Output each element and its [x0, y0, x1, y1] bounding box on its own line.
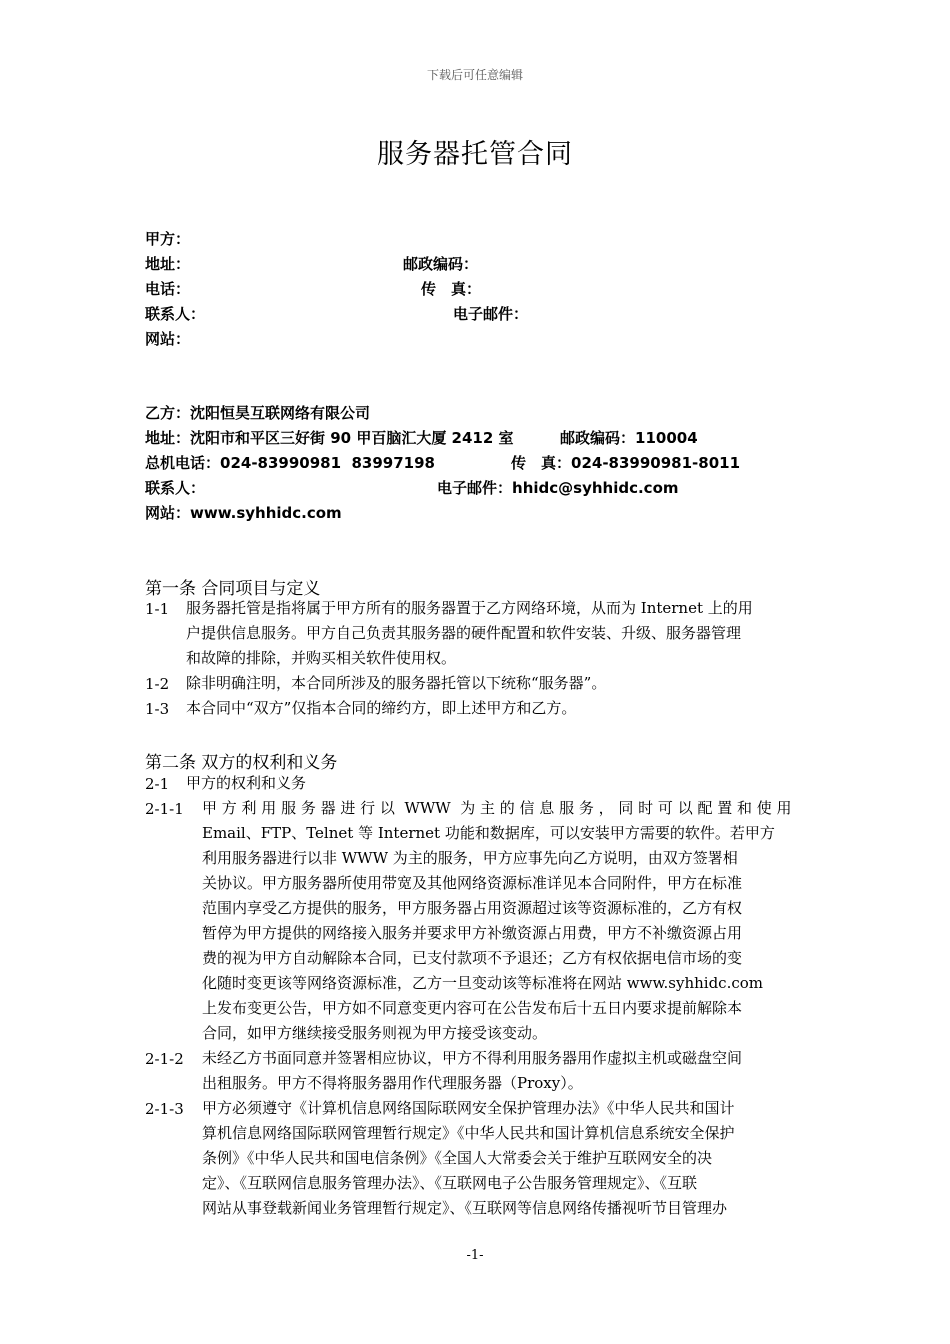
- party-a-label: 甲方：: [145, 230, 191, 248]
- page-number: -1-: [466, 1248, 484, 1263]
- party-b-website: www.syhhidc.com: [190, 504, 342, 522]
- clause-text: 除非明确注明，本合同所涉及的服务器托管以下统称“服务器”。: [186, 674, 607, 692]
- party-b-label: 乙方：: [145, 404, 191, 422]
- article-1-heading: 第一条 合同项目与定义: [145, 579, 321, 599]
- party-a-fax-label: 传 真：: [421, 280, 482, 298]
- party-a-address-label: 地址：: [145, 255, 191, 273]
- party-b-row-postcode: [560, 427, 698, 448]
- party-b-row-email: [437, 477, 679, 498]
- header-note: 下载后可任意编辑: [426, 68, 523, 82]
- article-2-heading: 第二条 双方的权利和义务: [145, 753, 338, 773]
- clause-number: 2-1-1: [145, 800, 184, 818]
- clause-number: 2-1-3: [145, 1100, 184, 1118]
- clause-text: 服务器托管是指将属于甲方所有的服务器置于乙方网络环境，从而为 Internet 上的用 户提供信息服务。甲方自己负责其服务器的硬件配置和软件安装、升级、服务器管理 和故障的排除，并购买相关软件使用权。: [186, 599, 753, 667]
- party-b-row-website: [145, 502, 342, 523]
- party-b-postcode-label: 邮政编码：: [560, 429, 636, 447]
- party-b-email-label: 电子邮件：: [437, 479, 513, 497]
- party-b-row-fax: [511, 452, 740, 473]
- party-b-phone-label: 总机电话：: [145, 454, 221, 472]
- party-b-row-phone: [145, 452, 435, 473]
- party-b-fax-label: 传 真：: [511, 454, 572, 472]
- party-b-contact-label: 联系人：: [145, 479, 206, 497]
- clause-text: 甲方必须遵守《计算机信息网络国际联网安全保护管理办法》《中华人民共和国计 算机信息网络国际联网管理暂行规定》《中华人民共和国计算机信息系统安全保护 条例》《中华人民共和国电信条例》《全国人大常委会关于维护互联网安全的决 定》、《互联网信息服务管理办法》、《互联网电子公告服务管理规定》、《互联 网站从事登载新闻业务管理暂行规定》、《互联网等信息网络传播视听节目管理办: [202, 1099, 735, 1217]
- party-b-email: hhidc@syhhidc.com: [512, 479, 679, 497]
- subsection-title: 甲方的权利和义务: [186, 774, 307, 792]
- party-b-fax: 024-83990981-8011: [571, 454, 741, 472]
- clause-text: 甲 方 利 用 服 务 器 进 行 以 WWW 为 主 的 信 息 服 务 ， 同 时 可 以 配 置 和 使 用 Email、FTP、Telnet 等 Internet 功能和数据库，可以安装甲方需要的软件。若甲方 利用服务器进行以非 WWW 为主的服务，甲方应事先向乙方说明，由双方签署相 关协议。甲方服务器所使用带宽及其他网络资源标准详见本合同附件，甲方在标准 范围内享受乙方提供的服务，甲方服务器占用资源超过该等资源标准的，乙方有权 暂停为甲方提供的网络接入服务并要求甲方补缴资源占用费，甲方不补缴资源占用 费的视为甲方自动解除本合同，已支付款项不予退还；乙方有权依据电信市场的变 化随时变更该等网络资源标准，乙方一旦变动该等标准将在网站 www.syhhidc.com 上发布变更公告，甲方如不同意变更内容可在公告发布后十五日内要求提前解除本 合同，如甲方继续接受服务则视为甲方接受该变动。: [202, 799, 792, 1042]
- party-a-contact-label: 联系人：: [145, 305, 206, 323]
- party-a-website-label: 网站：: [145, 330, 191, 348]
- subsection-number: 2-1: [145, 775, 170, 793]
- party-b-website-label: 网站：: [145, 504, 191, 522]
- party-a-phone-label: 电话：: [145, 280, 191, 298]
- clause-number: 1-3: [145, 700, 170, 718]
- clause-text: 本合同中“双方”仅指本合同的缔约方，即上述甲方和乙方。: [186, 699, 577, 717]
- party-b-postcode: 110004: [635, 429, 698, 447]
- party-b-address-label: 地址：: [145, 429, 191, 447]
- party-a-email-label: 电子邮件：: [453, 305, 529, 323]
- clause-number: 1-2: [145, 675, 170, 693]
- clause-number: 1-1: [145, 600, 170, 618]
- party-b-address: 沈阳市和平区三好街 90 甲百脑汇大厦 2412 室: [190, 429, 514, 447]
- party-b-row-name: [145, 402, 370, 423]
- clause-number: 2-1-2: [145, 1050, 184, 1068]
- clause-text: 未经乙方书面同意并签署相应协议，甲方不得利用服务器用作虚拟主机或磁盘空间 出租服务。甲方不得将服务器用作代理服务器（Proxy）。: [202, 1049, 743, 1092]
- party-b-phone: 024-83990981 83997198: [220, 454, 435, 472]
- party-b-row-address: [145, 427, 514, 448]
- document-title: 服务器托管合同: [377, 139, 573, 170]
- party-b-name: 沈阳恒昊互联网络有限公司: [190, 404, 371, 422]
- party-a-postcode-label: 邮政编码：: [403, 255, 479, 273]
